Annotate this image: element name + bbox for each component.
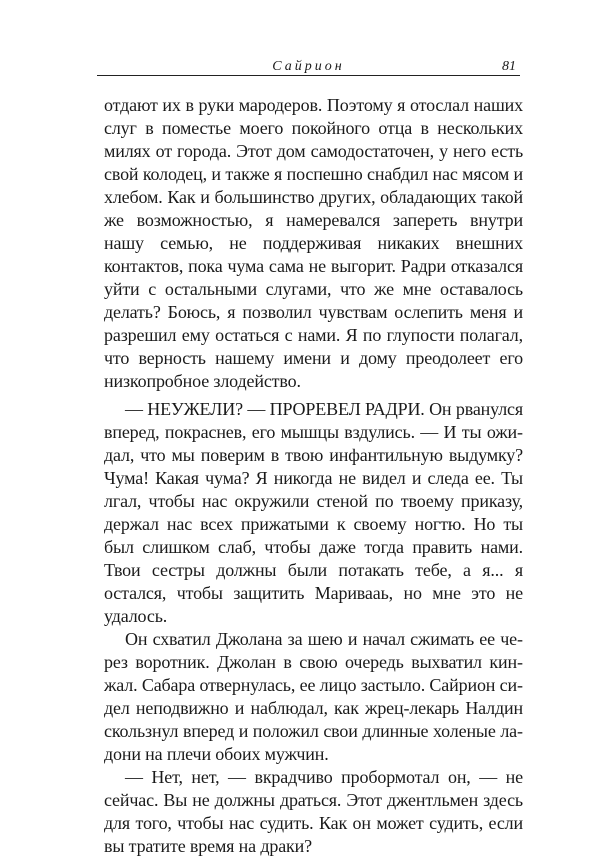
paragraph: Он схватил Джолана за шею и начал сжимать ее через воротник. Джолан в свою очередь выхватил кинжал. Сабара отвернулась, ее лицо застыло. Сайрион сидел неподвижно и наблюдал, как жрец-лекарь Налдин скользнул вперед и положил свои длинные холеные ладони на плечи обоих мужчин. [104,629,523,764]
paragraph: отдают их в руки мародеров. Поэтому я отослал наших слуг в поместье моего покойного отца в нескольких милях от города. Этот дом самодостаточен, у него есть свой колодец, и также я поспешно снабдил нас мясом и хлебом. Как и большинство других, обладающих такой же возможностью, я намеревался запереть внутри нашу семью, не поддерживая никаких внешних контактов, пока чума сама не выгорит. Радри отказался уйти с остальными слугами, что же мне оставалось делать? Боюсь, я позволил чувствам ослепить меня и разрешил ему остаться с нами. Я по глупости полагал, что верность нашему имени и дому преодолеет его низкопробное злодейство. [104,95,523,391]
text-block-top [104,94,523,393]
running-head [97,58,520,76]
running-title: Сайрион [272,59,345,74]
text-block-bottom [104,398,523,858]
page-number: 81 [502,59,516,74]
paragraph: — Нет, нет, — вкрадчиво пробормотал он, — не сейчас. Вы не должны драться. Этот джентльмен здесь для того, чтобы нас судить. Как он может судить, если вы тратите время на драки? [104,767,523,856]
paragraph: — НЕУЖЕЛИ? — ПРОРЕВЕЛ РАДРИ. Он рванулся вперед, покраснев, его мышцы вздулись. — И ты ожидал, что мы поверим в твою инфантильную выдумку? Чума! Какая чума? Я никогда не видел и следа ее. Ты лгал, чтобы нас окружили стеной по твоему приказу, держал нас всех прижатыми к своему ногтю. Но ты был слишком слаб, чтобы даже тогда править нами. Твои сестры должны были потакать тебе, а я... я остался, чтобы защитить Маривааь, но мне это не удалось. [104,399,523,626]
header-rule [97,75,520,76]
